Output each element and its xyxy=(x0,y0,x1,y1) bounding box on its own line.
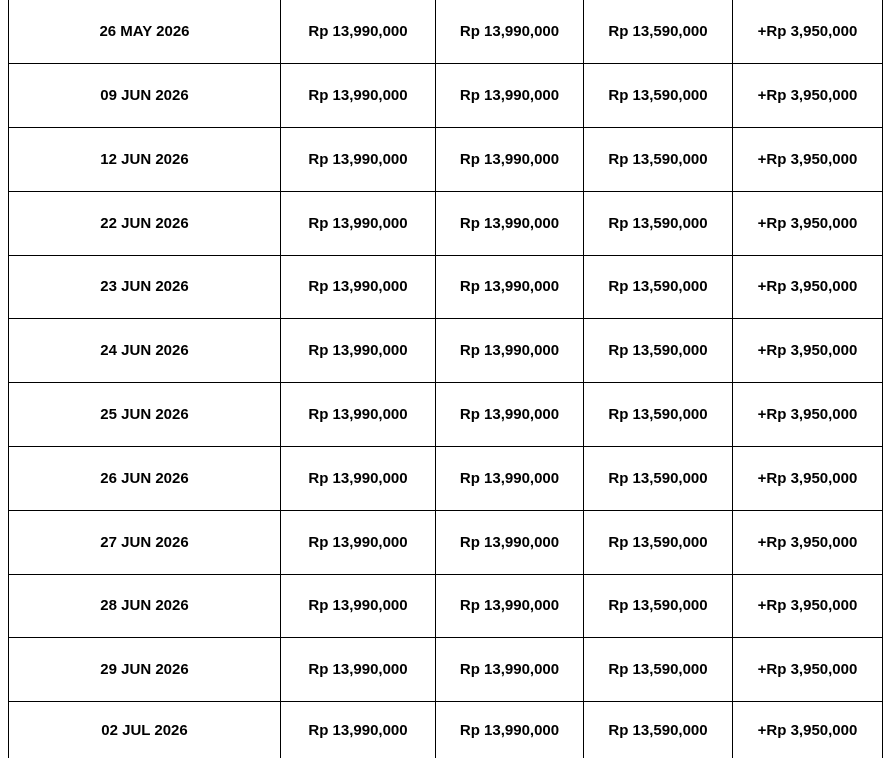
price-cell-3: Rp 13,590,000 xyxy=(583,255,732,318)
price-cell-3: Rp 13,590,000 xyxy=(583,128,732,191)
date-cell: 09 JUN 2026 xyxy=(8,64,280,127)
price-cell-1: Rp 13,990,000 xyxy=(280,319,435,382)
date-cell: 22 JUN 2026 xyxy=(8,192,280,255)
difference-cell: +Rp 3,950,000 xyxy=(732,64,883,127)
table-row xyxy=(8,511,883,575)
table-row xyxy=(8,383,883,447)
date-cell: 27 JUN 2026 xyxy=(8,511,280,574)
price-cell-2: Rp 13,990,000 xyxy=(435,511,583,574)
price-cell-1: Rp 13,990,000 xyxy=(280,255,435,318)
price-cell-2: Rp 13,990,000 xyxy=(435,64,583,127)
price-cell-2: Rp 13,990,000 xyxy=(435,128,583,191)
price-cell-3: Rp 13,590,000 xyxy=(583,638,732,701)
table-row xyxy=(8,702,883,758)
price-cell-3: Rp 13,590,000 xyxy=(583,702,732,758)
price-cell-3: Rp 13,590,000 xyxy=(583,0,732,63)
price-cell-1: Rp 13,990,000 xyxy=(280,702,435,758)
date-cell: 02 JUL 2026 xyxy=(8,702,280,758)
price-cell-3: Rp 13,590,000 xyxy=(583,64,732,127)
price-cell-3: Rp 13,590,000 xyxy=(583,192,732,255)
table-row xyxy=(8,64,883,128)
price-cell-2: Rp 13,990,000 xyxy=(435,255,583,318)
price-cell-2: Rp 13,990,000 xyxy=(435,319,583,382)
price-cell-1: Rp 13,990,000 xyxy=(280,447,435,510)
price-cell-1: Rp 13,990,000 xyxy=(280,638,435,701)
table-row xyxy=(8,447,883,511)
price-cell-1: Rp 13,990,000 xyxy=(280,574,435,637)
difference-cell: +Rp 3,950,000 xyxy=(732,319,883,382)
table-row xyxy=(8,0,883,64)
table-row xyxy=(8,128,883,192)
difference-cell: +Rp 3,950,000 xyxy=(732,574,883,637)
price-cell-1: Rp 13,990,000 xyxy=(280,192,435,255)
table-row xyxy=(8,192,883,256)
date-cell: 28 JUN 2026 xyxy=(8,574,280,637)
table-row xyxy=(8,319,883,383)
price-cell-1: Rp 13,990,000 xyxy=(280,383,435,446)
price-cell-1: Rp 13,990,000 xyxy=(280,511,435,574)
price-cell-3: Rp 13,590,000 xyxy=(583,319,732,382)
price-cell-3: Rp 13,590,000 xyxy=(583,511,732,574)
difference-cell: +Rp 3,950,000 xyxy=(732,511,883,574)
difference-cell: +Rp 3,950,000 xyxy=(732,128,883,191)
price-cell-2: Rp 13,990,000 xyxy=(435,447,583,510)
difference-cell: +Rp 3,950,000 xyxy=(732,0,883,63)
date-cell: 26 JUN 2026 xyxy=(8,447,280,510)
difference-cell: +Rp 3,950,000 xyxy=(732,702,883,758)
date-cell: 26 MAY 2026 xyxy=(8,0,280,63)
date-cell: 25 JUN 2026 xyxy=(8,383,280,446)
price-cell-2: Rp 13,990,000 xyxy=(435,383,583,446)
price-cell-3: Rp 13,590,000 xyxy=(583,574,732,637)
table-row xyxy=(8,255,883,319)
date-cell: 12 JUN 2026 xyxy=(8,128,280,191)
price-cell-3: Rp 13,590,000 xyxy=(583,447,732,510)
date-cell: 24 JUN 2026 xyxy=(8,319,280,382)
price-cell-1: Rp 13,990,000 xyxy=(280,64,435,127)
difference-cell: +Rp 3,950,000 xyxy=(732,383,883,446)
difference-cell: +Rp 3,950,000 xyxy=(732,447,883,510)
price-cell-3: Rp 13,590,000 xyxy=(583,383,732,446)
date-cell: 29 JUN 2026 xyxy=(8,638,280,701)
date-cell: 23 JUN 2026 xyxy=(8,255,280,318)
price-cell-2: Rp 13,990,000 xyxy=(435,638,583,701)
difference-cell: +Rp 3,950,000 xyxy=(732,192,883,255)
price-cell-2: Rp 13,990,000 xyxy=(435,702,583,758)
table-row xyxy=(8,638,883,702)
difference-cell: +Rp 3,950,000 xyxy=(732,638,883,701)
price-cell-2: Rp 13,990,000 xyxy=(435,574,583,637)
price-cell-1: Rp 13,990,000 xyxy=(280,0,435,63)
price-cell-2: Rp 13,990,000 xyxy=(435,0,583,63)
table-row xyxy=(8,574,883,638)
difference-cell: +Rp 3,950,000 xyxy=(732,255,883,318)
price-cell-2: Rp 13,990,000 xyxy=(435,192,583,255)
price-cell-1: Rp 13,990,000 xyxy=(280,128,435,191)
